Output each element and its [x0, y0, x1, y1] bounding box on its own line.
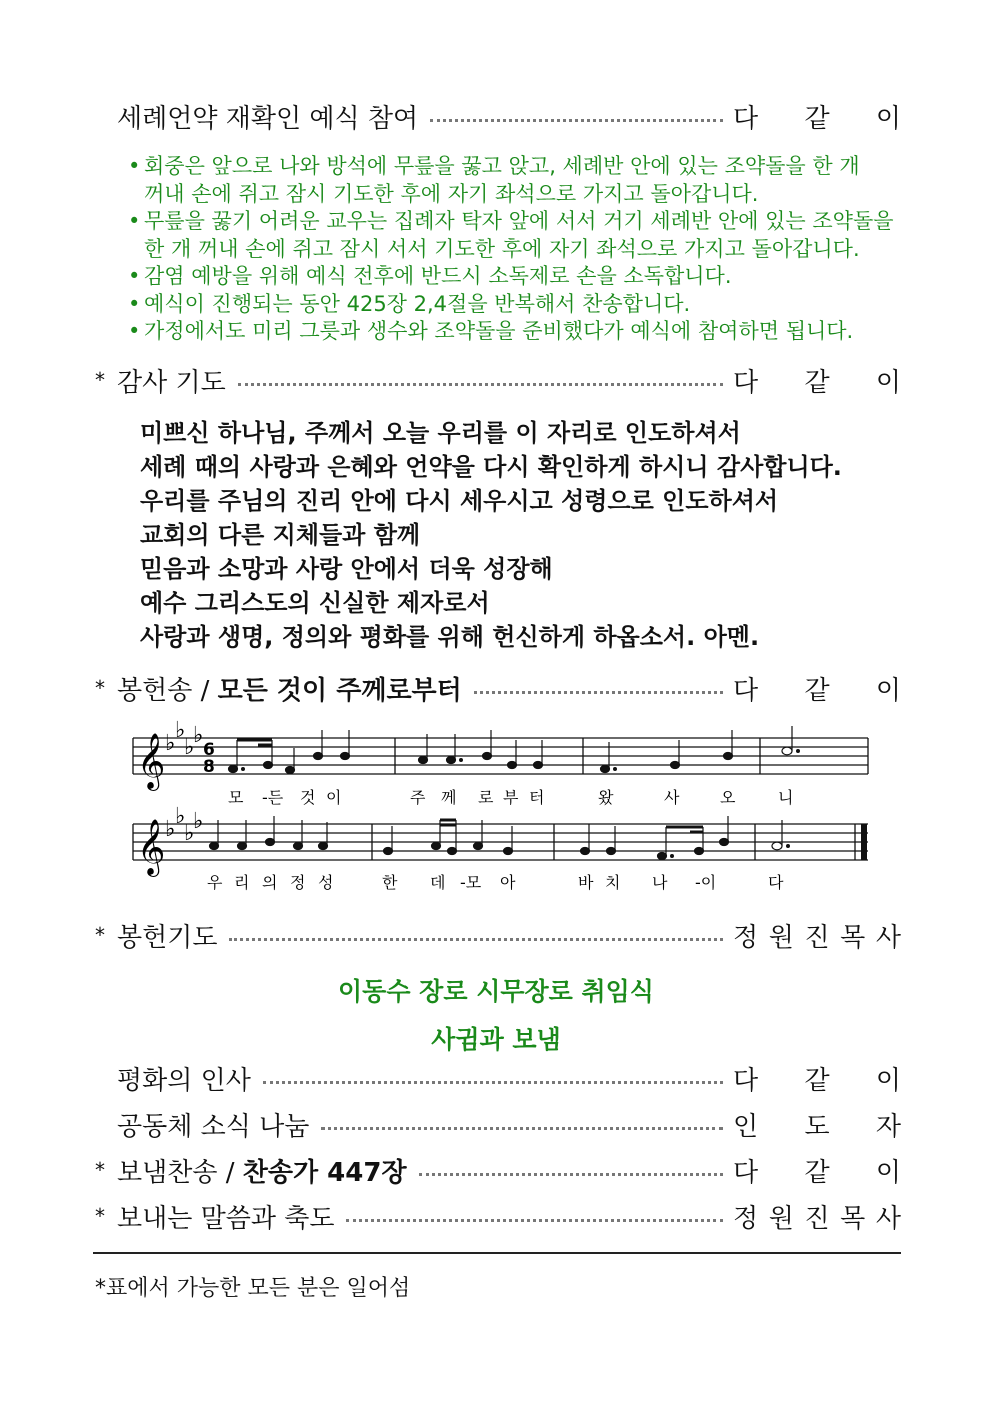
- svg-text:나: 나: [652, 873, 668, 892]
- order-item-sending-hymn: [95, 1150, 901, 1190]
- order-item-benediction: [95, 1196, 901, 1236]
- leader-dots: [430, 119, 723, 122]
- lyrics-line-1: [228, 788, 793, 807]
- prayer-line: 예수 그리스도의 신실한 제자로서: [140, 589, 490, 617]
- order-item-community-news: [95, 1104, 901, 1144]
- treble-clef-icon: 𝄞: [137, 733, 166, 789]
- svg-text:데: 데: [430, 873, 446, 892]
- instruction-list: [128, 153, 898, 346]
- music-score: [0, 720, 992, 900]
- svg-text:8: 8: [203, 757, 215, 777]
- item-leader: 다 같 이: [733, 367, 901, 398]
- instruction-item: • 감염 예방을 위해 예식 전후에 반드시 소독제로 손을 소독합니다.: [128, 263, 898, 291]
- time-signature: [203, 740, 215, 777]
- order-item-offering-song: [95, 668, 901, 708]
- svg-text:왔: 왔: [598, 788, 614, 807]
- leader-dots: [346, 1219, 723, 1222]
- prayer-line: 세례 때의 사랑과 은혜와 언약을 다시 확인하게 하시니 감사합니다.: [140, 453, 842, 481]
- item-title: 공동체 소식 나눔: [117, 1111, 310, 1142]
- prayer-line: 교회의 다른 지체들과 함께: [140, 521, 421, 549]
- svg-text:정: 정: [290, 873, 306, 892]
- svg-text:오: 오: [720, 788, 736, 807]
- staff-2: [133, 824, 868, 860]
- prayer-line: 미쁘신 하나님, 주께서 오늘 우리를 이 자리로 인도하셔서: [140, 419, 741, 447]
- item-leader: 다 같 이: [733, 103, 901, 134]
- key-signature: [165, 804, 203, 846]
- svg-text:치: 치: [605, 873, 621, 892]
- svg-text:모: 모: [228, 788, 244, 807]
- leader-dots: [419, 1173, 723, 1176]
- item-leader: 인 도 자: [733, 1111, 901, 1142]
- notes-line-2: [210, 816, 790, 860]
- divider: [93, 1252, 901, 1254]
- instruction-item: • 회중은 앞으로 나와 방석에 무릎을 꿇고 앉고, 세례반 안에 있는 조약돌을 한 개 꺼내 손에 쥐고 잠시 기도한 후에 자기 좌석으로 가지고 돌아갑니다.: [128, 153, 898, 208]
- svg-text:♭: ♭: [165, 731, 176, 756]
- dismissal-heading: 사귐과 보냄: [431, 1025, 561, 1054]
- lyrics-line-2: [207, 873, 784, 892]
- svg-text:♭: ♭: [175, 804, 186, 829]
- instruction-item: • 예식이 진행되는 동안 425장 2,4절을 반복해서 찬송합니다.: [128, 291, 898, 319]
- leader-dots: [238, 383, 723, 386]
- svg-text:한: 한: [382, 873, 398, 892]
- svg-text:♭: ♭: [165, 817, 176, 842]
- notes-line-1: [229, 726, 800, 774]
- installation-heading: 이동수 장로 시무장로 취임식: [338, 977, 654, 1006]
- treble-clef-icon: 𝄞: [137, 819, 166, 875]
- leader-dots: [474, 691, 723, 694]
- svg-text:♭: ♭: [184, 735, 195, 760]
- item-leader: 정 원 진 목 사: [733, 922, 901, 953]
- svg-text:로: 로: [478, 788, 494, 807]
- item-title: 감사 기도: [117, 367, 226, 398]
- stand-marker: *: [95, 1204, 105, 1228]
- order-item-peace-greeting: [95, 1058, 901, 1098]
- final-barline: [861, 824, 867, 860]
- item-leader: 다 같 이: [733, 675, 901, 706]
- item-leader: 정 원 진 목 사: [733, 1203, 901, 1234]
- item-title: 봉헌기도: [117, 922, 218, 953]
- svg-text:이: 이: [326, 788, 342, 807]
- order-item-offering-prayer: [95, 915, 901, 955]
- footnote: *표에서 가능한 모든 분은 일어섬: [95, 1276, 411, 1301]
- stand-marker: *: [95, 676, 105, 700]
- svg-text:것: 것: [300, 788, 316, 807]
- svg-text:♭: ♭: [175, 720, 186, 743]
- svg-text:의: 의: [262, 873, 278, 892]
- svg-text:다: 다: [768, 873, 784, 892]
- svg-text:니: 니: [778, 788, 794, 807]
- stand-marker: *: [95, 1158, 105, 1182]
- stand-marker: *: [95, 368, 105, 392]
- leader-dots: [321, 1127, 723, 1130]
- svg-text:-든: -든: [262, 788, 284, 807]
- svg-text:성: 성: [318, 873, 334, 892]
- svg-text:께: 께: [441, 788, 457, 807]
- svg-text:♭: ♭: [184, 821, 195, 846]
- svg-text:♭: ♭: [193, 723, 204, 748]
- svg-text:리: 리: [234, 873, 250, 892]
- leader-dots: [263, 1081, 723, 1084]
- stand-marker: *: [95, 923, 105, 947]
- svg-text:♭: ♭: [193, 809, 204, 834]
- prayer-line: 사랑과 생명, 정의와 평화를 위해 헌신하게 하옵소서. 아멘.: [140, 623, 760, 651]
- item-leader: 다 같 이: [733, 1157, 901, 1188]
- svg-text:-이: -이: [695, 873, 717, 892]
- svg-text:주: 주: [410, 788, 426, 807]
- svg-text:부: 부: [503, 788, 519, 807]
- instruction-item: • 무릎을 꿇기 어려운 교우는 집례자 탁자 앞에 서서 거기 세례반 안에 있는 조약돌을 한 개 꺼내 손에 쥐고 잠시 서서 기도한 후에 자기 좌석으로 가지고 돌아갑니다.: [128, 208, 898, 263]
- key-signature: [165, 720, 203, 760]
- item-title: 평화의 인사: [117, 1065, 251, 1096]
- svg-text:아: 아: [500, 873, 516, 892]
- svg-text:-모: -모: [460, 873, 482, 892]
- svg-text:우: 우: [207, 873, 223, 892]
- leader-dots: [229, 938, 723, 941]
- item-leader: 다 같 이: [733, 1065, 901, 1096]
- order-item-thanksgiving-prayer: [95, 360, 901, 400]
- prayer-line: 우리를 주님의 진리 안에 다시 세우시고 성령으로 인도하셔서: [140, 487, 779, 515]
- prayer-line: 믿음과 소망과 사랑 안에서 더욱 성장해: [140, 555, 553, 583]
- item-title: 봉헌송 / 모든 것이 주께로부터: [117, 675, 462, 706]
- item-title: 세례언약 재확인 예식 참여: [117, 103, 419, 134]
- prayer-text: [140, 416, 900, 654]
- svg-text:6: 6: [203, 740, 215, 760]
- item-title: 보내는 말씀과 축도: [117, 1203, 335, 1234]
- instruction-item: • 가정에서도 미리 그릇과 생수와 조약돌을 준비했다가 예식에 참여하면 됩니다.: [128, 318, 898, 346]
- svg-text:터: 터: [529, 788, 545, 807]
- svg-text:바: 바: [578, 873, 594, 892]
- svg-text:사: 사: [664, 788, 680, 807]
- order-item-baptism-renewal: [95, 96, 901, 136]
- item-title: 보냄찬송 / 찬송가 447장: [117, 1157, 407, 1188]
